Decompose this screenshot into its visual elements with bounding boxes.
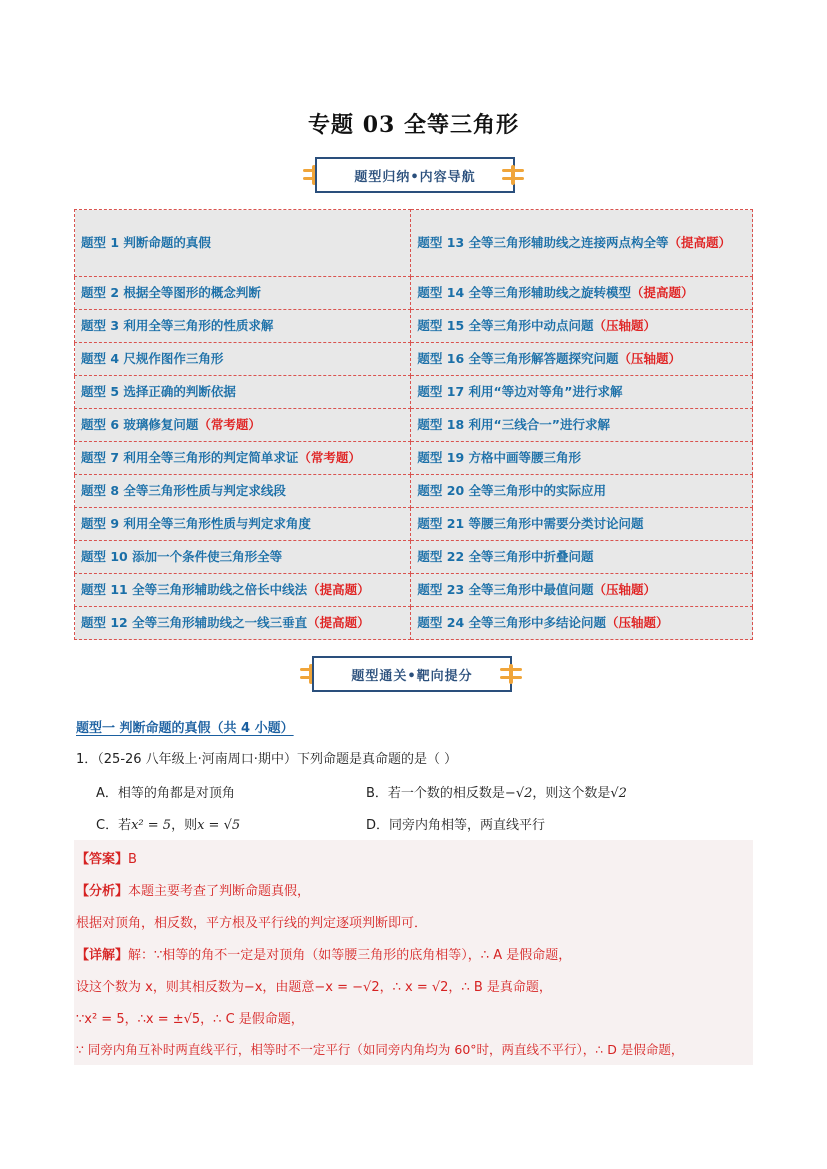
nav-row <box>75 409 753 442</box>
nav-link-label: 题型 17 利用“等边对等角”进行求解 <box>417 384 623 399</box>
nav-link-left[interactable] <box>75 310 411 343</box>
detail-tag: 【详解】 <box>76 948 129 963</box>
nav-link-left[interactable] <box>75 508 411 541</box>
option-b-value2: √2 <box>610 786 627 801</box>
nav-link-label: 题型 21 等腰三角形中需要分类讨论问题 <box>417 516 644 531</box>
option-c-eq2: x = √5 <box>197 818 241 833</box>
nav-link-label: 题型 16 全等三角形解答题探究问题 <box>417 351 619 366</box>
difficulty-tag: （压轴题） <box>593 318 657 333</box>
nav-link-label: 题型 1 判断命题的真假 <box>81 235 211 250</box>
nav-row <box>75 442 753 475</box>
option-b-text: B．若一个数的相反数是 <box>366 786 505 801</box>
question-stem: 1．（25-26 八年级上·河南周口·期中）下列命题是真命题的是（ ） <box>76 752 458 767</box>
nav-row <box>75 475 753 508</box>
analysis-line-2: 根据对顶角，相反数，平方根及平行线的判定逐项判断即可． <box>76 916 428 931</box>
nav-link-label: 题型 3 利用全等三角形的性质求解 <box>81 318 274 333</box>
detail-text-1: 解：∵相等的角不一定是对顶角（如等腰三角形的底角相等），∴ A 是假命题， <box>128 948 572 963</box>
difficulty-tag: （提高题） <box>631 285 694 300</box>
nav-link-label: 题型 24 全等三角形中多结论问题 <box>417 615 607 630</box>
nav-link-label: 题型 11 全等三角形辅助线之倍长中线法 <box>81 582 308 597</box>
nav-link-label: 题型 10 添加一个条件使三角形全等 <box>81 549 283 564</box>
nav-link-left[interactable] <box>75 343 411 376</box>
nav-link-right[interactable] <box>411 409 753 442</box>
nav-link-left[interactable] <box>75 607 411 640</box>
nav-link-label: 题型 23 全等三角形中最值问题 <box>417 582 594 597</box>
nav-row <box>75 210 753 277</box>
nav-link-right[interactable] <box>411 475 753 508</box>
nav-link-label: 题型 2 根据全等图形的概念判断 <box>81 285 261 300</box>
practice-banner <box>0 656 827 696</box>
nav-link-label: 题型 13 全等三角形辅助线之连接两点构全等 <box>417 235 669 250</box>
difficulty-tag: （提高题） <box>307 582 370 597</box>
nav-row <box>75 376 753 409</box>
nav-link-label: 题型 5 选择正确的判断依据 <box>81 384 236 399</box>
nav-link-right[interactable] <box>411 343 753 376</box>
nav-row <box>75 508 753 541</box>
nav-link-label: 题型 20 全等三角形中的实际应用 <box>417 483 607 498</box>
nav-link-label: 题型 19 方格中画等腰三角形 <box>417 450 582 465</box>
option-a: A．相等的角都是对顶角 <box>96 786 235 801</box>
nav-link-label: 题型 22 全等三角形中折叠问题 <box>417 549 594 564</box>
nav-row <box>75 607 753 640</box>
difficulty-tag: （提高题） <box>307 615 370 630</box>
analysis-text: 本题主要考查了判断命题真假， <box>128 884 311 899</box>
option-c-eq1: x² = 5 <box>131 818 172 833</box>
nav-row <box>75 343 753 376</box>
difficulty-tag: （压轴题） <box>618 351 682 366</box>
banner-right-deco <box>500 664 522 684</box>
difficulty-tag: （常考题） <box>198 417 261 432</box>
difficulty-tag: （常考题） <box>298 450 361 465</box>
nav-link-left[interactable] <box>75 277 411 310</box>
nav-row <box>75 277 753 310</box>
option-b <box>366 782 627 801</box>
nav-link-label: 题型 12 全等三角形辅助线之一线三垂直 <box>81 615 308 630</box>
analysis-tag: 【分析】 <box>76 884 129 899</box>
nav-link-left[interactable] <box>75 210 411 277</box>
nav-link-left[interactable] <box>75 574 411 607</box>
nav-link-left[interactable] <box>75 442 411 475</box>
nav-link-right[interactable] <box>411 277 753 310</box>
page-title: 专题 03 全等三角形 <box>308 112 519 138</box>
practice-banner-label: 题型通关•靶向提分 <box>312 656 512 692</box>
answer-tag: 【答案】 <box>76 852 129 867</box>
nav-table <box>74 209 753 640</box>
difficulty-tag: （压轴题） <box>593 582 657 597</box>
option-c <box>96 814 240 833</box>
nav-link-right[interactable] <box>411 508 753 541</box>
nav-link-label: 题型 15 全等三角形中动点问题 <box>417 318 594 333</box>
nav-link-label: 题型 9 利用全等三角形性质与判定求角度 <box>81 516 311 531</box>
section-heading[interactable]: 题型一 判断命题的真假（共 4 小题） <box>76 721 294 736</box>
nav-link-label: 题型 8 全等三角形性质与判定求线段 <box>81 483 286 498</box>
detail-line-2: 设这个数为 x，则其相反数为−x，由题意−x = −√2，∴ x = √2，∴ B 是真命题， <box>76 980 552 995</box>
nav-link-label: 题型 18 利用“三线合一”进行求解 <box>417 417 610 432</box>
detail-line-3: ∵x² = 5，∴x = ±√5，∴ C 是假命题， <box>76 1012 304 1027</box>
detail-line-4: ∵ 同旁内角互补时两直线平行，相等时不一定平行（如同旁内角均为 60°时，两直线不平行），∴ D 是假命题， <box>76 1042 684 1057</box>
nav-link-right[interactable] <box>411 310 753 343</box>
nav-link-right[interactable] <box>411 376 753 409</box>
option-b-value1: −√2 <box>504 786 533 801</box>
nav-link-label: 题型 7 利用全等三角形的判定简单求证 <box>81 450 299 465</box>
nav-link-left[interactable] <box>75 541 411 574</box>
nav-link-left[interactable] <box>75 475 411 508</box>
answer-line <box>76 848 137 867</box>
nav-link-right[interactable] <box>411 541 753 574</box>
banner-right-deco <box>502 165 524 185</box>
option-b-mid: ，则这个数是 <box>532 786 611 801</box>
nav-link-label: 题型 4 尺规作图作三角形 <box>81 351 224 366</box>
nav-link-label: 题型 6 玻璃修复问题 <box>81 417 199 432</box>
option-c-mid: ，则 <box>171 818 198 833</box>
difficulty-tag: （压轴题） <box>606 615 669 630</box>
detail-line-1 <box>76 944 571 963</box>
nav-row <box>75 541 753 574</box>
nav-link-left[interactable] <box>75 376 411 409</box>
nav-link-right[interactable] <box>411 210 753 277</box>
option-c-text: C．若 <box>96 818 132 833</box>
analysis-line <box>76 880 310 899</box>
nav-row <box>75 310 753 343</box>
answer-value: B <box>128 852 137 867</box>
nav-link-right[interactable] <box>411 442 753 475</box>
nav-row <box>75 574 753 607</box>
option-d: D．同旁内角相等，两直线平行 <box>366 818 546 833</box>
difficulty-tag: （提高题） <box>668 235 732 250</box>
nav-banner <box>0 157 827 197</box>
nav-link-left[interactable] <box>75 409 411 442</box>
nav-banner-label: 题型归纳•内容导航 <box>315 157 515 193</box>
nav-link-right[interactable] <box>411 607 753 640</box>
nav-link-label: 题型 14 全等三角形辅助线之旋转模型 <box>417 285 632 300</box>
nav-link-right[interactable] <box>411 574 753 607</box>
